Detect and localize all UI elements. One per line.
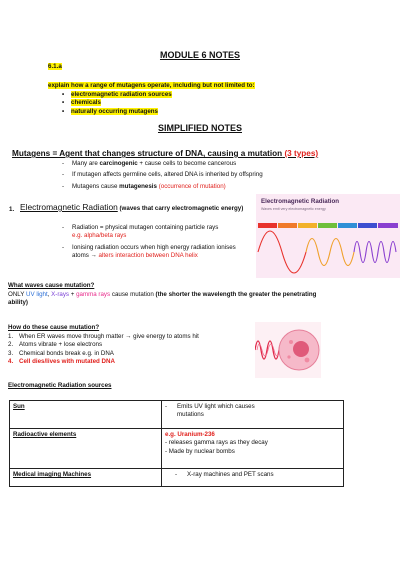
how-step xyxy=(8,333,253,341)
em-heading xyxy=(20,202,250,214)
source-name: Radioactive elements xyxy=(13,431,77,438)
em-point xyxy=(62,224,252,241)
source-desc-cell xyxy=(162,401,344,429)
source-desc xyxy=(165,471,340,479)
figure-subtitle: Waves emit very electromagnetic energy xyxy=(261,207,326,211)
how-step xyxy=(8,358,253,366)
spec-ref-text: 6.1.a xyxy=(48,63,62,70)
source-name: Sun xyxy=(13,403,25,410)
em-point-text: Radiation = physical mutagen containing particle rays xyxy=(72,224,219,231)
spectrum-segment xyxy=(298,223,317,228)
source-line: - releases gamma rays as they decay xyxy=(165,439,268,447)
source-line: Emits UV light which causes xyxy=(177,403,255,410)
mutagens-point xyxy=(62,171,263,179)
waves-gamma: gamma rays xyxy=(76,291,111,298)
source-line: - Made by nuclear bombs xyxy=(165,447,235,455)
spec-intro xyxy=(48,82,255,90)
step-text: Atoms vibrate + lose electrons xyxy=(19,341,103,349)
point-red: (occurrence of mutation) xyxy=(158,182,226,190)
spectrum-segment xyxy=(378,223,398,228)
page-title: MODULE 6 NOTES xyxy=(159,50,240,60)
spec-item-text: chemicals xyxy=(71,99,101,107)
spec-ref xyxy=(48,63,62,71)
waves-text: ONLY xyxy=(8,291,26,298)
spec-item-text: electromagnetic radiation sources xyxy=(71,91,172,98)
source-line: X-ray machines and PET scans xyxy=(187,471,274,478)
point-text: If mutagen affects germline cells, altered DNA is inherited by offspring xyxy=(72,171,263,179)
cell-radiation-figure xyxy=(255,322,321,378)
spec-item xyxy=(62,99,172,107)
step-number: 3. xyxy=(8,349,14,357)
point-text: + cause cells to become cancerous xyxy=(137,160,237,167)
table-row xyxy=(10,429,344,469)
em-point-red: alters interaction between DNA helix xyxy=(98,252,198,260)
em-point-text: Ionising radiation occurs when high energy radiation ionises atoms → xyxy=(72,243,236,260)
how-step xyxy=(8,350,253,358)
point-text: Many are xyxy=(72,160,100,167)
mutagens-types: (3 types) xyxy=(284,149,319,158)
waves-sep: + xyxy=(69,291,77,298)
step-number: 1. xyxy=(8,333,14,340)
spectrum-segment xyxy=(338,223,357,228)
step-text: Chemical bonds break e.g. in DNA xyxy=(19,349,114,357)
step-number: 4. xyxy=(8,358,14,366)
source-name-cell xyxy=(10,469,162,487)
spec-item xyxy=(62,91,172,99)
dash-marker: - xyxy=(175,471,178,478)
mutagens-heading xyxy=(12,148,318,159)
how-heading: How do these cause mutation? xyxy=(8,324,100,331)
cell-organelle xyxy=(289,340,293,344)
point-em: carcinogenic xyxy=(99,160,138,167)
em-title-note: (waves that carry electromagnetic energy) xyxy=(119,205,244,212)
figure-title: Electromagnetic Radiation xyxy=(261,198,340,205)
what-waves-heading: What waves cause mutation? xyxy=(8,282,95,289)
table-row xyxy=(10,401,344,429)
em-number: 1. xyxy=(9,206,15,213)
spectrum-segment xyxy=(358,223,377,228)
spec-item-text: naturally occurring mutagens xyxy=(71,107,158,115)
subtitle: SIMPLIFIED NOTES xyxy=(157,123,242,133)
spec-list xyxy=(62,91,172,116)
sources-table xyxy=(9,400,344,487)
waves-uv: UV light xyxy=(26,291,48,298)
source-desc-cell xyxy=(162,469,344,487)
cell-organelle xyxy=(305,358,310,363)
spec-intro-text: explain how a range of mutagens operate, including but not limited to: xyxy=(48,82,255,89)
table-row xyxy=(10,469,344,487)
spec-item xyxy=(62,108,172,116)
step-number: 2. xyxy=(8,341,14,349)
source-line: mutations xyxy=(177,411,204,419)
spectrum-segment xyxy=(258,223,277,228)
mutagens-point xyxy=(62,160,263,168)
sources-heading: Electromagnetic Radiation sources xyxy=(8,382,112,389)
dash-marker: - xyxy=(165,403,168,410)
source-desc-cell xyxy=(162,429,344,469)
wave-medium xyxy=(306,239,354,266)
source-desc xyxy=(165,403,340,420)
spectrum-segment xyxy=(278,223,297,228)
em-points xyxy=(62,224,252,260)
em-title: Electromagnetic Radiation xyxy=(20,202,118,212)
what-waves-text xyxy=(8,291,338,308)
how-steps xyxy=(8,333,253,366)
spectrum-bar xyxy=(258,223,398,228)
source-name-cell xyxy=(10,429,162,469)
cell-organelle xyxy=(287,355,290,358)
wave-long xyxy=(258,231,306,273)
waves-note: (the shorter the wavelength the greater the penetrating ability) xyxy=(8,291,317,307)
point-text: Mutagens cause xyxy=(72,182,120,190)
step-text: When ER waves move through matter → give energy to atoms hit xyxy=(19,333,199,340)
mutagens-heading-main: Mutagens = Agent that changes structure of DNA, causing a mutation xyxy=(12,149,283,158)
em-point-red: e.g. alpha/beta rays xyxy=(72,232,127,240)
em-point xyxy=(62,244,252,261)
waves-text: cause mutation xyxy=(110,291,156,298)
wave-short xyxy=(354,242,396,263)
how-step xyxy=(8,341,253,349)
step-text: Cell dies/lives with mutated DNA xyxy=(19,358,115,366)
source-red: e.g. Uranium-236 xyxy=(165,431,215,438)
source-name: Medical imaging Machines xyxy=(13,471,92,478)
point-em: mutagenesis xyxy=(119,182,157,190)
spectrum-graphic xyxy=(256,194,400,278)
cell-nucleus xyxy=(293,341,309,357)
source-name-cell xyxy=(10,401,162,429)
waves-sep: , xyxy=(47,291,52,298)
spectrum-segment xyxy=(318,223,337,228)
em-figure xyxy=(256,194,400,278)
mutagens-point xyxy=(62,183,263,191)
waves-xrays: X-rays xyxy=(51,291,70,298)
mutagens-points xyxy=(62,160,263,191)
